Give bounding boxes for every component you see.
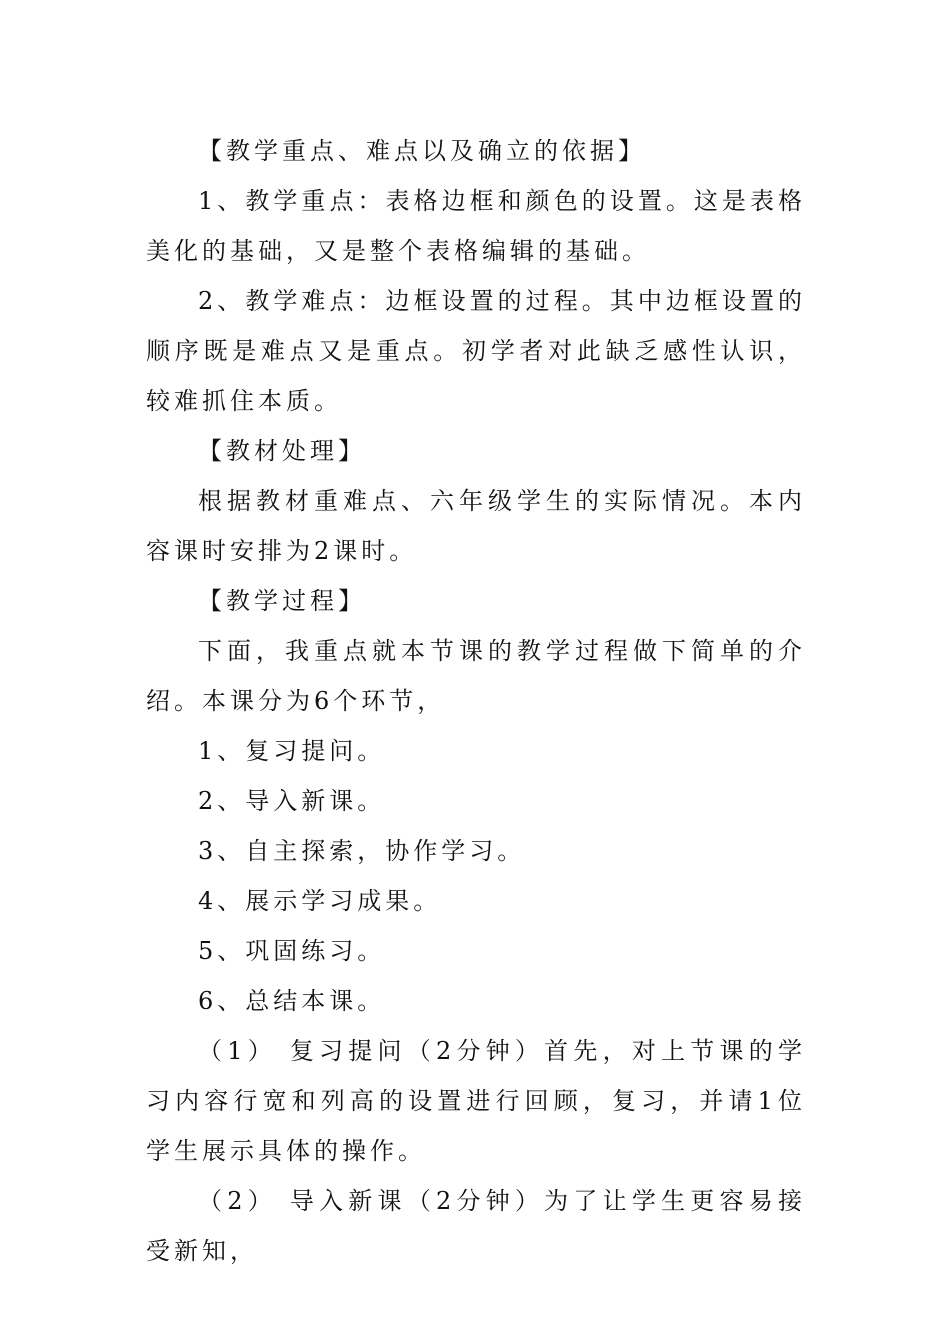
document-body [146, 126, 806, 1276]
list-item-step-1: 1、复习提问。 [198, 737, 386, 765]
heading-key-points: 【教学重点、难点以及确立的依据】 [198, 137, 646, 165]
heading-teaching-process: 【教学过程】 [198, 587, 366, 615]
paragraph-new-lesson: （2） 导入新课（2分钟）为了让学生更容易接受新知， [146, 1187, 806, 1265]
list-item-step-3: 3、自主探索，协作学习。 [198, 837, 526, 865]
paragraph-material-handling: 根据教材重难点、六年级学生的实际情况。本内容课时安排为2课时。 [146, 487, 806, 565]
list-item-step-5: 5、巩固练习。 [198, 937, 386, 965]
heading-material-handling: 【教材处理】 [198, 437, 366, 465]
list-item-step-2: 2、导入新课。 [198, 787, 386, 815]
paragraph-review-question: （1） 复习提问（2分钟）首先，对上节课的学习内容行宽和列高的设置进行回顾，复习，并请1位学生展示具体的操作。 [146, 1037, 806, 1165]
list-item-step-6: 6、总结本课。 [198, 987, 386, 1015]
list-item-step-4: 4、展示学习成果。 [198, 887, 442, 915]
paragraph-process-intro: 下面，我重点就本节课的教学过程做下简单的介绍。本课分为6个环节， [146, 637, 806, 715]
paragraph-difficult-point: 2、教学难点：边框设置的过程。其中边框设置的顺序既是难点又是重点。初学者对此缺乏感性认识，较难抓住本质。 [146, 287, 806, 415]
paragraph-key-point: 1、教学重点：表格边框和颜色的设置。这是表格美化的基础，又是整个表格编辑的基础。 [146, 187, 806, 265]
